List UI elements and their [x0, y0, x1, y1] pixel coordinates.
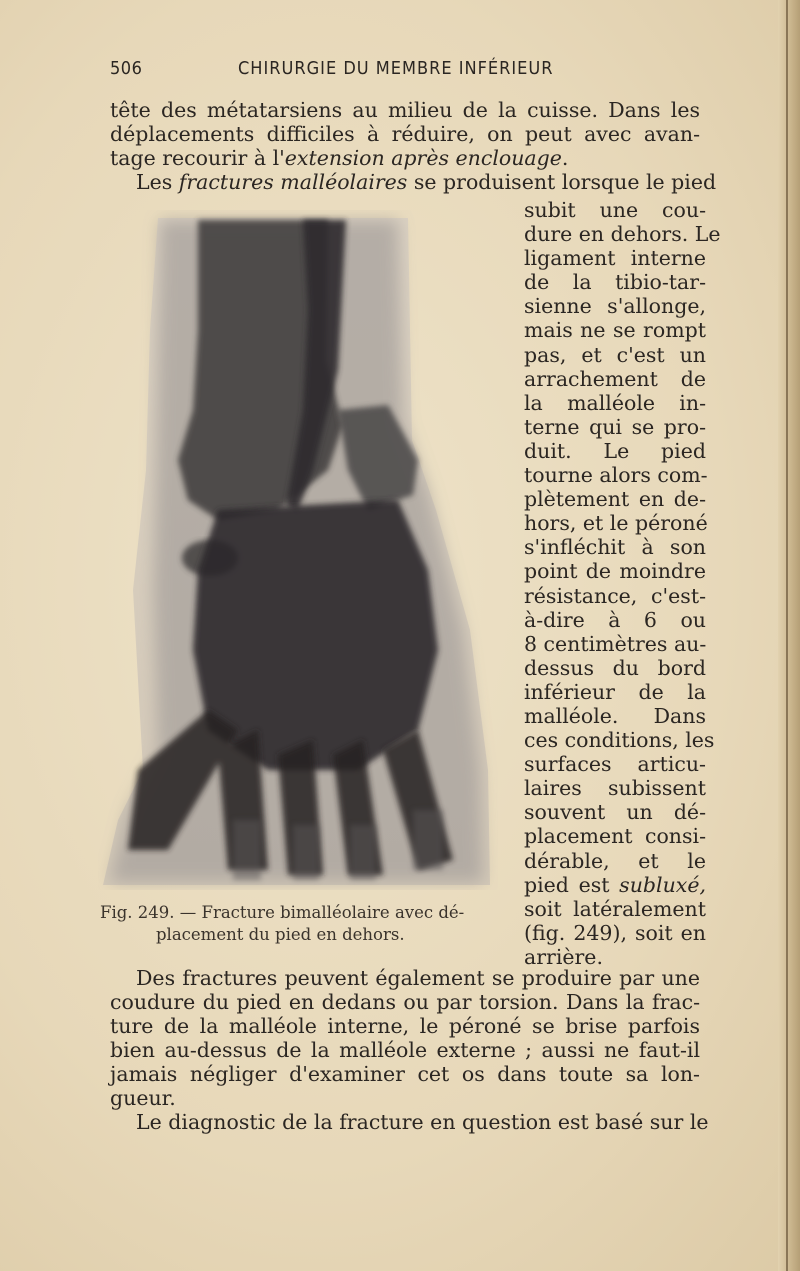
page-number: 506	[110, 58, 143, 79]
text-line: souvent un dé-	[524, 800, 706, 825]
text-line: gueur.	[110, 1086, 176, 1110]
text-line: la malléole in-	[524, 390, 706, 415]
text-line: tourne alors com-	[524, 463, 708, 488]
text-line: ture de la malléole interne, le péroné se brise parfois	[110, 1014, 700, 1038]
text-line: arrachement de	[524, 366, 706, 391]
text-line: terne qui se pro-	[524, 414, 706, 439]
caption-line: placement du pied en dehors.	[156, 925, 405, 944]
text-line: sienne s'allonge,	[524, 294, 706, 319]
text-line: dérable, et le	[524, 848, 706, 873]
page-edge	[778, 0, 800, 1271]
text-line: subit une cou-	[524, 198, 706, 222]
text-line: tage recourir à l'extension après enclouage.	[110, 146, 569, 170]
wrapped-text-column	[524, 198, 721, 969]
page-edge-line	[786, 0, 788, 1271]
text-line: arrière.	[524, 944, 603, 969]
text-line: 8 centimètres au-	[524, 631, 707, 656]
text-line: s'infléchit à son	[524, 535, 706, 560]
text-line: Les fractures malléolaires se produisent lorsque le pied	[136, 170, 717, 194]
text-line: duit. Le pied	[524, 438, 706, 463]
xray-figure	[98, 210, 498, 890]
text-line: résistance, c'est-	[524, 583, 706, 608]
text-line: malléole. Dans	[524, 703, 706, 728]
text-line: soit latéralement	[524, 896, 706, 921]
text-line: laires subissent	[524, 776, 706, 801]
figure-caption	[100, 902, 500, 946]
text-line: point de moindre	[524, 559, 706, 584]
text-line: tête des métatarsiens au milieu de la cuisse. Dans les	[110, 98, 700, 122]
text-line: hors, et le péroné	[524, 511, 708, 536]
text-line: dessus du bord	[524, 655, 706, 680]
caption-line: Fig. 249. — Fracture bimalléolaire avec dé-	[100, 903, 465, 922]
running-title: CHIRURGIE DU MEMBRE INFÉRIEUR	[238, 58, 554, 79]
running-header	[110, 58, 700, 84]
text-line: surfaces articu-	[524, 752, 706, 777]
body-text-bottom	[110, 966, 709, 1134]
text-line: mais ne se rompt	[524, 318, 706, 343]
text-line: placement consi-	[524, 824, 706, 849]
text-line: jamais négliger d'examiner cet os dans toute sa lon-	[110, 1062, 700, 1086]
text-line: inférieur de la	[524, 679, 706, 704]
text-line: bien au-dessus de la malléole externe ; aussi ne faut-il	[110, 1038, 700, 1062]
text-line: dure en dehors. Le	[524, 222, 721, 247]
text-line: à-dire à 6 ou	[524, 607, 706, 632]
text-line: plètement en de-	[524, 487, 706, 512]
text-line: ces conditions, les	[524, 728, 715, 753]
text-line: Des fractures peuvent également se produire par une	[136, 966, 700, 990]
text-line: pied est subluxé,	[524, 872, 706, 897]
text-line: (fig. 249), soit en	[524, 920, 706, 945]
text-line: pas, et c'est un	[524, 342, 706, 367]
text-line: déplacements difficiles à réduire, on peut avec avan-	[110, 122, 700, 146]
text-line: coudure du pied en dedans ou par torsion. Dans la frac-	[110, 990, 700, 1014]
text-line: ligament interne	[524, 246, 706, 271]
body-text-top	[110, 98, 717, 194]
text-line: Le diagnostic de la fracture en question est basé sur le	[136, 1110, 709, 1134]
text-line: de la tibio-tar-	[524, 270, 706, 295]
